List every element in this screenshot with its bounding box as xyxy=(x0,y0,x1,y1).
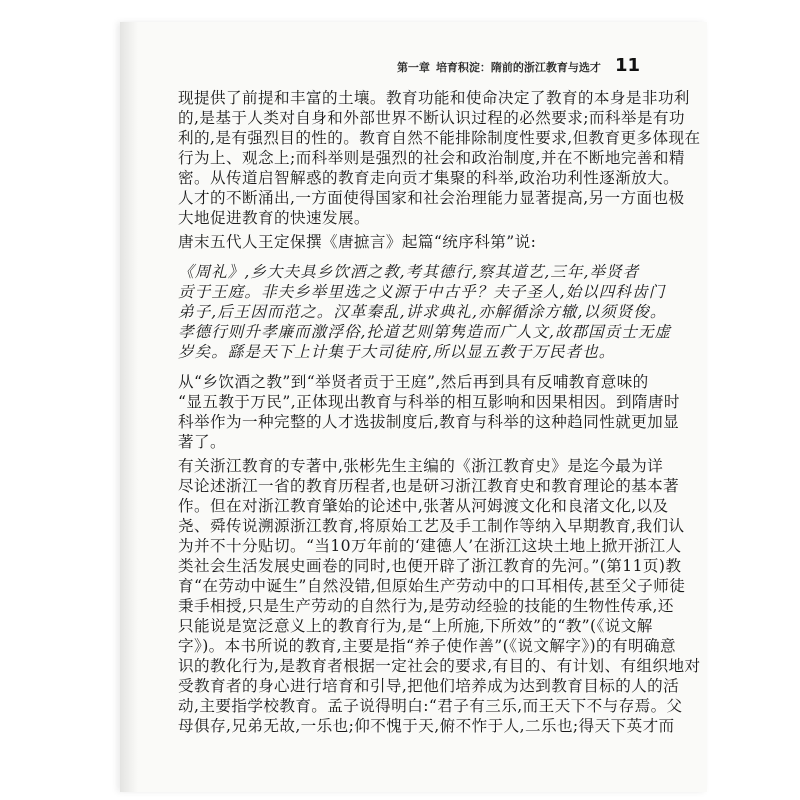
paragraph-line: 为并不十分贴切。“当10万年前的‘建德人’在浙江这块土地上掀开浙江人 xyxy=(178,537,682,555)
paragraph-line: 动,主要指学校教育。孟子说得明白:“君子有三乐,而王天下不与存焉。父 xyxy=(178,697,683,715)
paragraph xyxy=(178,456,701,736)
paragraph-line: 尧、舜传说溯源浙江教育,将原始工艺及手工制作等纳入早期教育,我们认 xyxy=(178,517,685,535)
paragraph-line: 尽论述浙江一省的教育历程者,也是研习浙江教育史和教育理论的基本著 xyxy=(178,477,680,495)
paragraph-line: “显五教于万民”,正体现出教育与科举的相互影响和因果相因。到隋唐时 xyxy=(178,393,680,411)
paragraph-line: 从“乡饮酒之教”到“举贤者贡于王庭”,然后再到具有反哺教育意味的 xyxy=(178,373,649,391)
quote-line: 孝德行则升孝廉而激浮俗,抡道艺则第隽造而广人文,故郡国贡士无虚 xyxy=(178,323,672,341)
chapter-title: 培育积淀：隋前的浙江教育与选才 xyxy=(435,61,601,74)
quote-line: 弟子,后王因而范之。汉革秦乱,讲求典礼,亦解循涂方辙,以须贤俊。 xyxy=(178,303,667,321)
paragraph-line: 著了。 xyxy=(178,433,226,451)
paragraph-line: 密。从传道启智解惑的教育走向贡才集聚的科举,政治功利性逐渐放大。 xyxy=(178,169,680,187)
paragraph-line: 只能说是宽泛意义上的教育行为,是“上所施,下所效”的“教”(《说文解 xyxy=(178,617,653,635)
paragraph-line: 作。但在对浙江教育肇始的论述中,张著从河姆渡文化和良渚文化,以及 xyxy=(178,497,669,515)
paragraph-line: 育“在劳动中诞生”自然没错,但原始生产劳动中的口耳相传,甚至父子师徒 xyxy=(178,577,686,595)
page-gutter-shadow xyxy=(120,22,138,792)
paragraph-line: 受教育者的身心进行培育和引导,把他们培养成为达到教育目标的人的活 xyxy=(178,677,680,695)
chapter-label: 第一章 xyxy=(396,61,430,74)
quote-line: 《周礼》,乡大夫具乡饮酒之教,考其德行,察其道艺,三年,举贤者 xyxy=(178,263,640,281)
quote-line: 岁矣。繇是天下上计集于大司徒府,所以显五教于万民者也。 xyxy=(178,343,616,361)
paragraph-line: 字》)。本书所说的教育,主要是指“养子使作善”(《说文解字》)的有明确意 xyxy=(178,637,676,655)
paragraph-line: 秉手相授,只是生产劳动的自然行为,是劳动经验的技能的生物性传承,还 xyxy=(178,597,674,615)
paragraph-line: 的,是基于人类对自身和外部世界不断认识过程的必然要求;而科举是有功 xyxy=(178,109,685,127)
paragraph-line: 类社会生活发展史画卷的同时,也便开辟了浙江教育的先河。”(第11页)教 xyxy=(178,557,682,575)
paragraph-line: 利的,是有强烈目的性的。教育自然不能排除制度性要求,但教育更多体现在 xyxy=(178,129,701,147)
paragraph-line: 大地促进教育的快速发展。 xyxy=(178,209,370,227)
paragraph-line: 有关浙江教育的专著中,张彬先生主编的《浙江教育史》是迄今最为详 xyxy=(178,457,664,475)
paragraph-line: 人才的不断涌出,一方面使得国家和社会治理能力显著提高,另一方面也极 xyxy=(178,189,685,207)
paragraph-line: 行为上、观念上;而科举则是强烈的社会和政治制度,并在不断地完善和精 xyxy=(178,149,685,167)
paragraph xyxy=(178,88,701,228)
page-number: 11 xyxy=(614,55,640,76)
paragraph-line: 现提供了前提和丰富的土壤。教育功能和使命决定了教育的本身是非功利 xyxy=(178,89,690,107)
paragraph-line: 唐末五代人王定保撰《唐摭言》起篇“统序科第”说: xyxy=(178,233,537,251)
body-text xyxy=(178,88,701,736)
quote-block xyxy=(178,262,672,362)
paragraph xyxy=(178,372,680,452)
quote-line: 贡于王庭。非夫乡举里选之义源于中古乎？夫子圣人,始以四科齿门 xyxy=(178,283,666,301)
running-header xyxy=(380,55,640,79)
paragraph-line: 识的教化行为,是教育者根据一定社会的要求,有目的、有计划、有组织地对 xyxy=(178,657,701,675)
paragraph-line: 科举作为一种完整的人才选拔制度后,教育与科举的这种趋同性就更加显 xyxy=(178,413,680,431)
paragraph-line: 母俱存,兄弟无故,一乐也;仰不愧于天,俯不怍于人,二乐也;得天下英才而 xyxy=(178,717,675,735)
paragraph xyxy=(178,232,624,252)
